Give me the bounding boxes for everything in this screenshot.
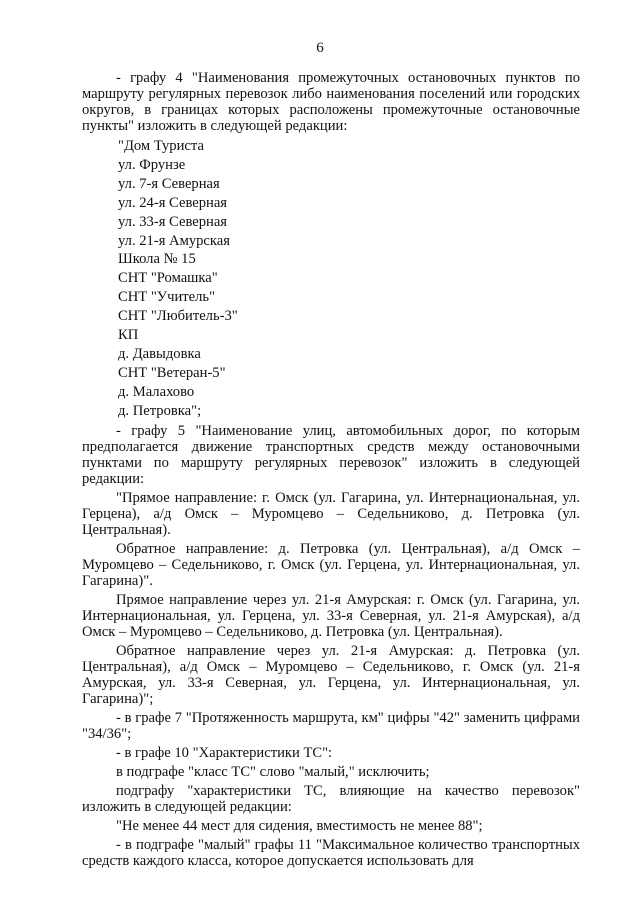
paragraph-column-7: - в графе 7 "Протяженность маршрута, км" цифры "42" заменить цифрами "34/36"; [82, 709, 580, 742]
list-item: "Дом Туриста [118, 138, 204, 154]
paragraph-forward-direction: "Прямое направление: г. Омск (ул. Гагарина, ул. Интернациональная, ул. Герцена), а/д Омск – Муромцево – Седельниково, д. Петровка (ул. Центральная). [82, 489, 580, 538]
list-item: КП [118, 327, 139, 344]
paragraph-reverse-direction: Обратное направление: д. Петровка (ул. Центральная), а/д Омск – Муромцево – Седельниково, г. Омск (ул. Герцена, ул. Интернациональная, ул. Гагарина)". [82, 540, 580, 589]
paragraph-reverse-via-amurskaya: Обратное направление через ул. 21-я Амурская: д. Петровка (ул. Центральная), а/д Омск – Муромцево – Седельниково, г. Омск (ул. 21-я Амурская, ул. 33-я Северная, ул. Герцена, ул. Интернациональная, ул. Гагарина)"; [82, 642, 580, 707]
list-item: СНТ "Ромашка" [118, 270, 218, 287]
paragraph-seats: "Не менее 44 мест для сидения, вместимость не менее 88"; [116, 817, 483, 834]
list-item: ул. 24-я Северная [118, 194, 228, 211]
list-item: СНТ "Любитель-3" [118, 308, 238, 325]
list-item: ул. Фрунзе [118, 156, 186, 173]
paragraph-forward-via-amurskaya: Прямое направление через ул. 21-я Амурская: г. Омск (ул. Гагарина, ул. Интернациональная, ул. Герцена, ул. 33-я Северная, ул. 21-я Амурская), а/д Омск – Муромцево – Седельниково, д. Петровка (ул. Центральная). [82, 591, 580, 640]
paragraph-vehicle-characteristics: подграфу "характеристики ТС, влияющие на качество перевозок" изложить в следующей редакции: [82, 782, 580, 815]
paragraph-vehicle-class: в подграфе "класс ТС" слово "малый," исключить; [116, 763, 430, 780]
page-number: 6 [316, 40, 324, 56]
list-item: ул. 33-я Северная [118, 213, 228, 230]
paragraph-column-10: - в графе 10 "Характеристики ТС": [116, 744, 333, 761]
stops-list [118, 137, 580, 421]
document-body [82, 70, 580, 872]
paragraph-column-4: - графу 4 "Наименования промежуточных остановочных пунктов по маршруту регулярных перевозок либо наименования поселений или городских округов, в границах которых расположены промежуточные остановочные пункты" изложить в следующей редакции: [82, 70, 580, 134]
paragraph-column-11: - в подграфе "малый" графы 11 "Максимальное количество транспортных средств каждого класса, которое допускается использовать для [82, 836, 580, 869]
list-item: ул. 21-я Амурская [118, 232, 230, 249]
list-item: Школа № 15 [118, 251, 196, 268]
list-item: ул. 7-я Северная [118, 175, 220, 192]
list-item: СНТ "Учитель" [118, 289, 216, 306]
list-item: д. Петровка"; [118, 402, 202, 419]
list-item: д. Давыдовка [118, 345, 201, 362]
list-item: д. Малахово [118, 383, 195, 400]
paragraph-column-5: - графу 5 "Наименование улиц, автомобильных дорог, по которым предполагается движение транспортных средств между остановочными пунктами по маршруту регулярных перевозок" изложить в следующей редакции: [82, 422, 580, 487]
list-item: СНТ "Ветеран-5" [118, 364, 226, 381]
